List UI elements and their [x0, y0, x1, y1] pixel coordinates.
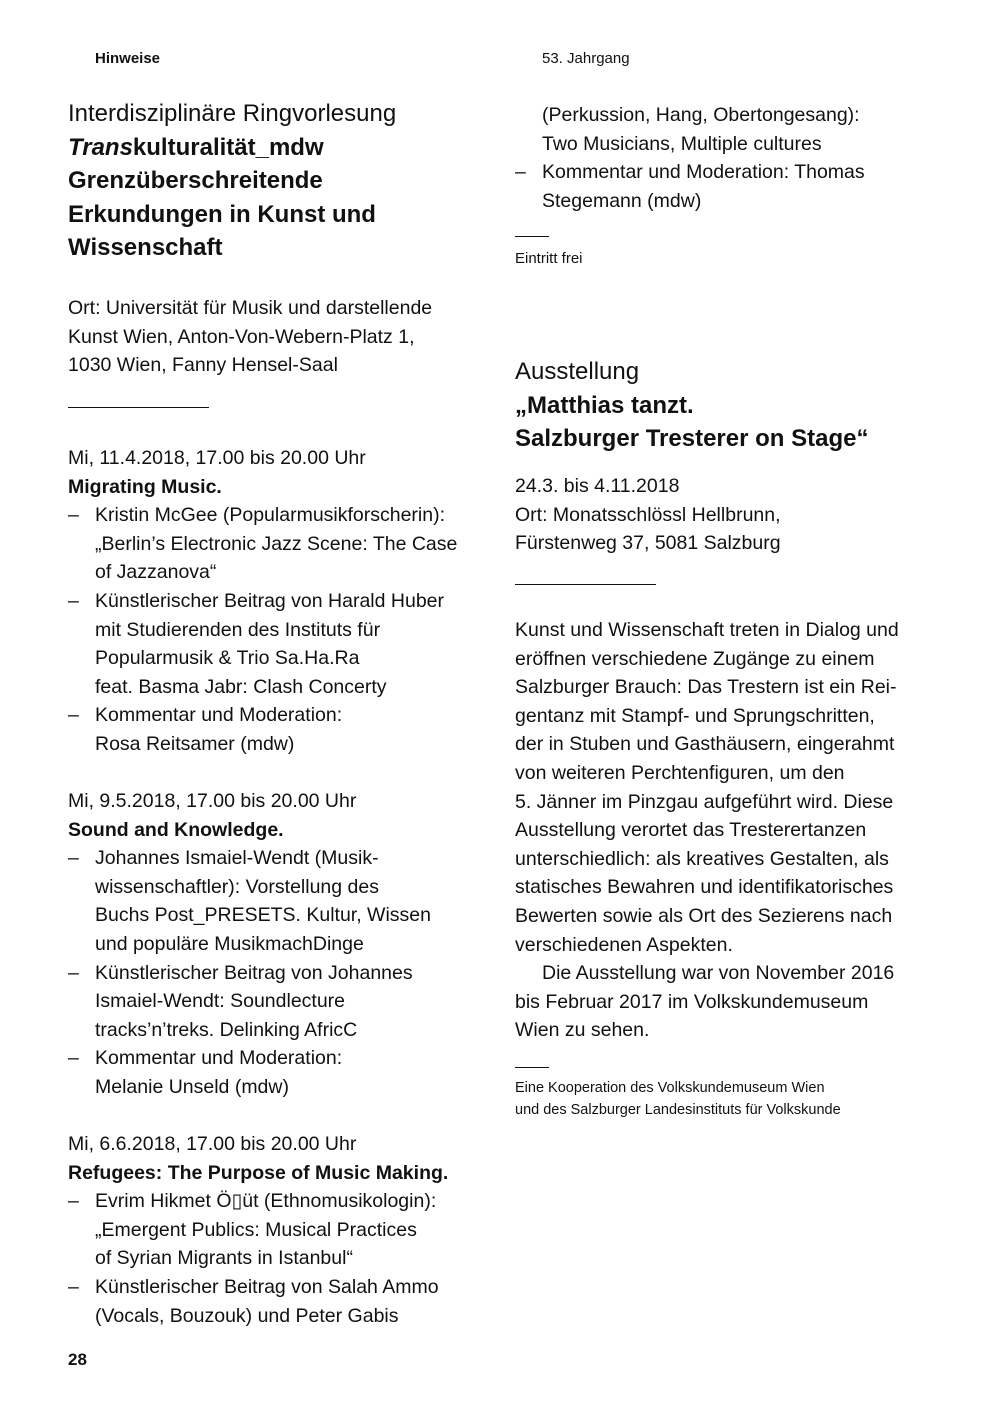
divider [515, 584, 656, 585]
exhibition-dates: 24.3. bis 4.11.2018 [515, 475, 680, 497]
exhibition-info [515, 472, 955, 558]
location-line: 1030 Wien, Fanny Hensel-Saal [68, 354, 338, 377]
divider [515, 236, 549, 237]
list-item [68, 1044, 498, 1101]
lecture-title-rest: kulturalität_mdw [132, 133, 324, 161]
subtitle-line: Grenzüberschreitende [68, 167, 323, 194]
volume-label: 53. Jahrgang [542, 50, 630, 67]
item-line: – Kristin McGee (Popularmusikforscherin): [95, 504, 446, 527]
page-number: 28 [68, 1350, 87, 1369]
title-line: „Matthias tanzt. [515, 391, 694, 419]
item-line: Ismaiel-Wendt: Soundlecture [95, 990, 346, 1013]
event-date: Mi, 9.5.2018, 17.00 bis 20.00 Uhr [68, 790, 357, 812]
exhibition-label: Ausstellung [515, 358, 640, 385]
item-line: mit Studierenden des Instituts für [95, 618, 381, 641]
admission-note: Eintritt frei [515, 250, 583, 267]
paragraph-line: 5. Jänner im Pinzgau aufgeführt wird. Diese [515, 790, 894, 813]
event-title: Migrating Music. [68, 475, 222, 498]
list-item [68, 701, 498, 758]
continuation-line: (Perkussion, Hang, Obertongesang): [542, 104, 860, 126]
lecture-series-label: Interdisziplinäre Ringvorlesung [68, 100, 397, 127]
divider [68, 407, 209, 408]
continuation-line: Two Musicians, Multiple cultures [542, 132, 822, 155]
lecture-location [68, 294, 498, 380]
lecture-subtitle [68, 164, 498, 265]
exhibition-credit [515, 1078, 955, 1121]
list-item [68, 1187, 498, 1273]
section-label: Hinweise [95, 50, 161, 67]
paragraph-line: verschiedenen Aspekten. [515, 933, 733, 956]
item-line: Popularmusik & Trio Sa.Ha.Ra [95, 647, 360, 670]
item-line: wissenschaftler): Vorstellung des [95, 875, 379, 898]
item-line: „Berlin’s Electronic Jazz Scene: The Case [95, 532, 458, 555]
item-line: (Vocals, Bouzouk) und Peter Gabis [95, 1304, 399, 1327]
event-3 [68, 1130, 498, 1330]
item-line: – Evrim Hikmet Ö▯üt (Ethnomusikologin): [95, 1190, 437, 1213]
credit-line: Eine Kooperation des Volkskundemuseum Wien [515, 1080, 825, 1096]
paragraph-line: Ausstellung verortet das Tresterertanzen [515, 819, 867, 842]
paragraph-line: Wien zu sehen. [515, 1019, 650, 1042]
item-line: – Johannes Ismaiel-Wendt (Musik- [95, 847, 379, 870]
credit-line: und des Salzburger Landesinstituts für Volkskunde [515, 1101, 841, 1118]
paragraph-line: Salzburger Brauch: Das Trestern ist ein Rei- [515, 676, 897, 699]
location-line: Ort: Universität für Musik und darstellende [68, 297, 433, 319]
paragraph-line: bis Februar 2017 im Volkskundemuseum [515, 990, 869, 1013]
lecture-title [68, 131, 498, 165]
item-line: Stegemann (mdw) [542, 189, 702, 212]
item-line: – Kommentar und Moderation: [95, 1047, 343, 1070]
lecture-heading [68, 97, 498, 265]
subtitle-line: Erkundungen in Kunst und [68, 200, 376, 228]
item-line: – Künstlerischer Beitrag von Johannes [95, 961, 413, 984]
list-item [68, 959, 498, 1045]
lecture-title-italic: Trans [68, 133, 133, 161]
list-item [68, 1273, 498, 1330]
exhibition-description [515, 616, 965, 1045]
location-line: Kunst Wien, Anton-Von-Webern-Platz 1, [68, 325, 415, 348]
title-line: Salzburger Tresterer on Stage“ [515, 425, 869, 452]
continuation [515, 101, 955, 215]
paragraph-line: eröffnen verschiedene Zugänge zu einem [515, 647, 875, 670]
list-item [68, 587, 498, 701]
list-item [68, 844, 498, 958]
exhibition-heading [515, 355, 955, 456]
event-date: Mi, 11.4.2018, 17.00 bis 20.00 Uhr [68, 447, 366, 469]
paragraph-line: Die Ausstellung war von November 2016 [542, 962, 895, 985]
location-line: Fürstenweg 37, 5081 Salzburg [515, 532, 781, 555]
item-line: und populäre MusikmachDinge [95, 932, 364, 955]
event-title: Sound and Knowledge. [68, 818, 284, 841]
event-title: Refugees: The Purpose of Music Making. [68, 1161, 449, 1184]
paragraph-line: Bewerten sowie als Ort des Sezierens nach [515, 904, 893, 927]
item-line: feat. Basma Jabr: Clash Concerty [95, 675, 387, 698]
exhibition-title [515, 389, 955, 456]
paragraph-line: der in Stuben und Gasthäusern, eingerahmt [515, 733, 895, 756]
paragraph-line: gentanz mit Stampf- und Sprungschritten, [515, 704, 875, 727]
location-line: Ort: Monatsschlössl Hellbrunn, [515, 503, 781, 526]
item-line: of Syrian Migrants in Istanbul“ [95, 1247, 353, 1270]
event-2 [68, 787, 498, 1102]
paragraph-line: von weiteren Perchtenfiguren, um den [515, 761, 845, 784]
item-line: – Kommentar und Moderation: [95, 704, 343, 727]
paragraph-line: statisches Bewahren und identifikatorisches [515, 876, 894, 899]
event-date: Mi, 6.6.2018, 17.00 bis 20.00 Uhr [68, 1133, 357, 1155]
item-line: – Künstlerischer Beitrag von Salah Ammo [95, 1275, 439, 1298]
item-line: Rosa Reitsamer (mdw) [95, 732, 295, 755]
item-line: „Emergent Publics: Musical Practices [95, 1218, 417, 1241]
list-item [68, 501, 498, 587]
item-line: of Jazzanova“ [95, 561, 217, 584]
item-line: Melanie Unseld (mdw) [95, 1075, 289, 1098]
subtitle-line: Wissenschaft [68, 234, 223, 261]
event-1 [68, 444, 498, 759]
item-line: tracks’n’treks. Delinking AfricC [95, 1018, 358, 1041]
list-item [515, 158, 955, 215]
item-line: – Künstlerischer Beitrag von Harald Huber [95, 589, 445, 612]
paragraph-line: Kunst und Wissenschaft treten in Dialog und [515, 619, 899, 641]
item-line: – Kommentar und Moderation: Thomas [542, 161, 865, 184]
item-line: Buchs Post_PRESETS. Kultur, Wissen [95, 904, 431, 927]
divider [515, 1067, 549, 1068]
paragraph-line: unterschiedlich: als kreatives Gestalten, als [515, 847, 889, 870]
